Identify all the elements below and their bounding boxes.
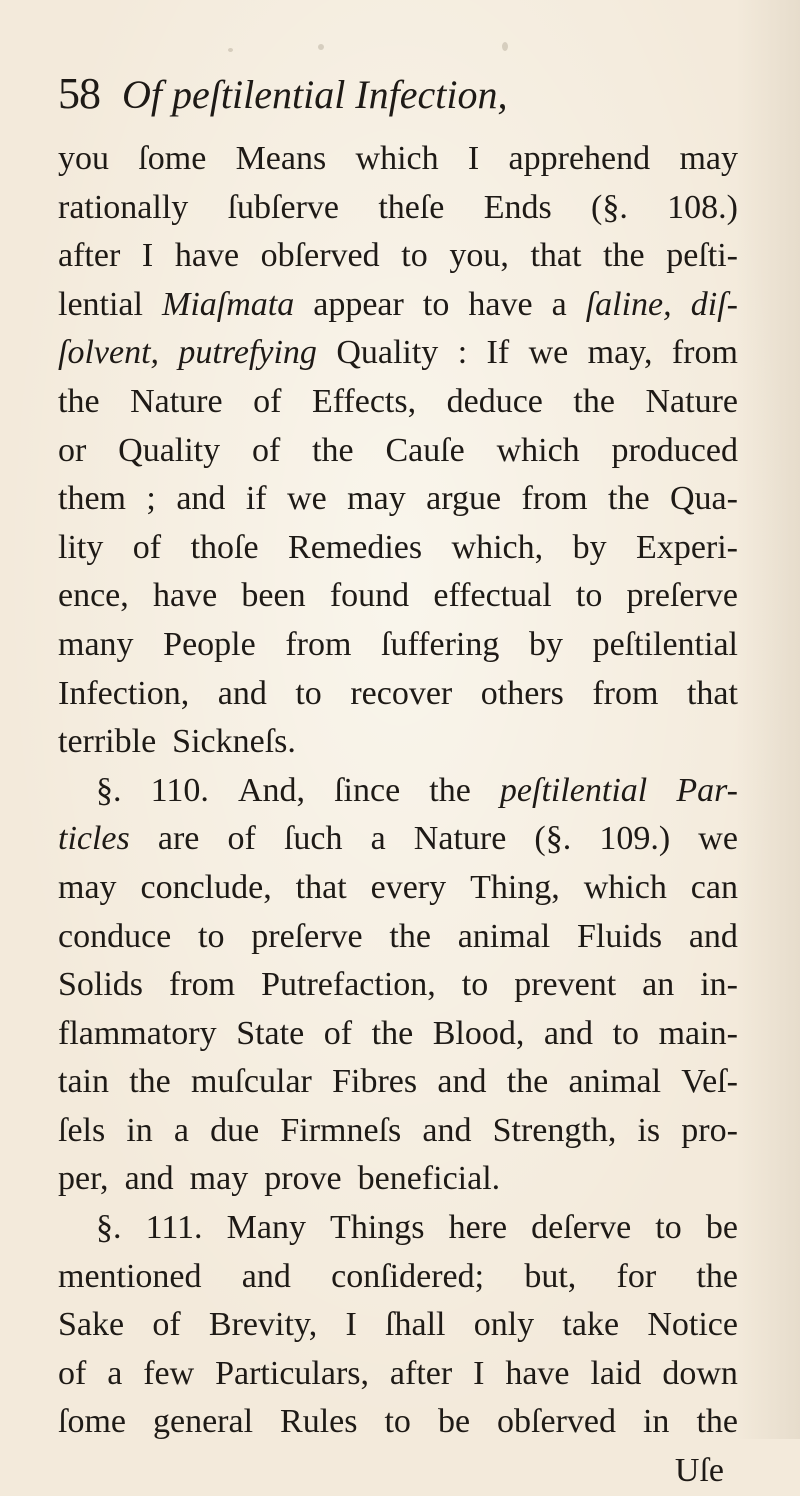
word: ſubſerve <box>227 188 340 226</box>
word: Nature <box>413 820 507 858</box>
ink-speck <box>318 44 324 50</box>
word: ; <box>146 480 156 518</box>
word: : <box>457 334 468 372</box>
text-line <box>58 329 738 378</box>
word: by <box>572 528 607 566</box>
word: from <box>285 625 352 663</box>
word: Putrefaction, <box>261 966 436 1004</box>
word: only <box>473 1306 535 1344</box>
word: ſuch <box>283 820 343 858</box>
word: 110. <box>150 771 209 809</box>
word: And, <box>237 771 305 809</box>
word: which <box>583 868 667 906</box>
word: which <box>496 431 580 469</box>
word: may <box>679 140 738 177</box>
word: that <box>295 868 347 906</box>
word: beneficial. <box>357 1160 501 1198</box>
word: the <box>371 1014 414 1052</box>
word: of <box>227 820 256 858</box>
word: Cauſe <box>385 431 465 469</box>
word: and <box>241 1257 291 1295</box>
word: from <box>169 966 236 1004</box>
word: Many <box>226 1209 306 1247</box>
word: Quality <box>118 431 221 469</box>
word: which, <box>451 528 544 566</box>
word: §. <box>96 771 122 809</box>
word: have <box>174 237 240 275</box>
word: the <box>312 431 354 469</box>
text-line <box>58 135 738 184</box>
word: rationally <box>58 188 189 226</box>
text-line <box>58 184 738 233</box>
word: which <box>355 140 439 177</box>
word: general <box>152 1403 254 1441</box>
word: a <box>370 820 386 858</box>
word: ſome <box>138 140 207 177</box>
text-line <box>58 1253 738 1302</box>
word: conſidered; <box>331 1257 485 1295</box>
text-line <box>58 572 738 621</box>
word: a <box>551 285 567 323</box>
word: may, <box>587 334 653 372</box>
word: Ends <box>483 188 552 226</box>
word: 108.) <box>667 188 738 226</box>
word: be <box>437 1403 471 1441</box>
word: 111. <box>145 1209 203 1247</box>
word: have <box>468 285 533 323</box>
text-line <box>58 767 738 816</box>
word: to <box>198 917 225 955</box>
word: Miaſmata <box>162 285 295 323</box>
text-line <box>58 1010 738 1059</box>
word: to <box>422 285 450 323</box>
word: them <box>58 480 126 518</box>
word: Notice <box>647 1306 738 1344</box>
word: peſtilential <box>499 771 648 809</box>
word: and <box>124 1160 174 1198</box>
word: Experi- <box>636 528 738 566</box>
word: Thing, <box>470 868 560 906</box>
running-head <box>58 66 758 122</box>
text-line <box>58 621 738 670</box>
text-line <box>58 1301 738 1350</box>
word: an <box>642 966 675 1004</box>
word: every <box>370 868 447 906</box>
word: have <box>505 1354 570 1392</box>
word: Infection, <box>58 674 190 712</box>
running-title: Of peſtilential Infection, <box>122 72 508 117</box>
word: after <box>58 237 121 275</box>
word: but, <box>524 1257 577 1295</box>
word: I <box>141 237 154 275</box>
word: is <box>637 1111 661 1149</box>
word: the <box>608 480 650 518</box>
word: may <box>347 480 406 518</box>
word: animal <box>457 917 551 955</box>
word: ſome <box>58 1403 126 1441</box>
word: of <box>253 382 282 420</box>
word: in <box>642 1403 670 1441</box>
word: deduce <box>446 382 543 420</box>
word: Effects, <box>311 382 417 420</box>
text-line <box>58 427 738 476</box>
ink-speck <box>502 42 508 51</box>
word: Par- <box>676 771 738 809</box>
word: and <box>217 674 267 712</box>
word: Firmneſs <box>280 1111 402 1149</box>
word: have <box>153 577 218 615</box>
word: Nature <box>645 382 738 420</box>
word: theſe <box>378 188 445 226</box>
word: many <box>58 625 134 663</box>
word: and <box>422 1111 472 1149</box>
word: if <box>245 480 267 518</box>
word: we <box>698 820 738 858</box>
word: ſels <box>58 1111 106 1149</box>
word: muſcular <box>191 1063 312 1101</box>
word: apprehend <box>508 140 651 177</box>
word: Fluids <box>577 917 663 955</box>
body-text <box>58 135 738 1496</box>
word: down <box>662 1354 738 1392</box>
word: or <box>58 431 87 469</box>
word: and <box>437 1063 487 1101</box>
word: I <box>467 140 480 177</box>
word: of <box>251 431 281 469</box>
word: ſhall <box>385 1306 446 1344</box>
word: are <box>157 820 200 858</box>
word: we <box>287 480 327 518</box>
word: the <box>696 1257 738 1295</box>
word: the <box>506 1063 549 1101</box>
word: the <box>389 917 431 955</box>
word: effectual <box>433 577 552 615</box>
word: lity <box>58 528 104 566</box>
word: a <box>107 1354 123 1392</box>
word: pro- <box>681 1111 738 1149</box>
text-line <box>58 1204 738 1253</box>
word: here <box>448 1209 508 1247</box>
word: State <box>236 1014 305 1052</box>
word: per, <box>58 1160 109 1198</box>
word: ſolvent, <box>58 334 160 372</box>
word: I <box>345 1306 357 1344</box>
word: the <box>573 382 615 420</box>
word: peſtilential <box>592 625 738 663</box>
word: may <box>189 1160 249 1198</box>
text-line <box>58 913 738 962</box>
word: Uſe <box>674 1452 724 1490</box>
word: lential <box>58 285 143 323</box>
word: conduce <box>58 917 172 955</box>
word: of <box>132 528 162 566</box>
text-line <box>58 961 738 1010</box>
word: peſti- <box>666 237 738 275</box>
word: in- <box>700 966 738 1004</box>
word: argue <box>426 480 502 518</box>
ink-speck <box>228 48 233 52</box>
word: from <box>521 480 588 518</box>
word: laid <box>590 1354 642 1392</box>
word: to <box>401 237 428 275</box>
word: few <box>143 1354 195 1392</box>
word: Solids <box>58 966 144 1004</box>
word: deſerve <box>531 1209 632 1247</box>
word: and <box>176 480 226 518</box>
text-line <box>58 815 738 864</box>
word: may <box>58 868 117 906</box>
word: tain <box>58 1063 109 1101</box>
word: of <box>152 1306 181 1344</box>
word: the <box>429 771 471 809</box>
text-line <box>58 475 738 524</box>
word: for <box>616 1257 657 1295</box>
word: ence, <box>58 577 129 615</box>
word: to <box>384 1403 411 1441</box>
word: to <box>461 966 489 1004</box>
word: take <box>562 1306 620 1344</box>
word: the <box>58 382 100 420</box>
word: Particulars, <box>215 1354 370 1392</box>
word: that <box>530 237 582 275</box>
word: (§. <box>591 188 628 226</box>
word: Strength, <box>492 1111 617 1149</box>
word: If <box>486 334 510 372</box>
word: prevent <box>514 966 617 1004</box>
word: 109.) <box>599 820 671 858</box>
word: Nature <box>130 382 223 420</box>
word: to <box>575 577 603 615</box>
word: ſuffering <box>381 625 500 663</box>
word: others <box>480 674 564 712</box>
word: Sickneſs. <box>172 723 296 761</box>
word: People <box>163 625 256 663</box>
word: ſince <box>334 771 401 809</box>
word: Brevity, <box>208 1306 318 1344</box>
word: mentioned <box>58 1257 202 1295</box>
text-line <box>58 1107 738 1156</box>
word: and <box>688 917 738 955</box>
word: diſ- <box>690 285 738 323</box>
word: obſerved <box>497 1403 616 1441</box>
word: Sake <box>58 1306 125 1344</box>
word: flammatory <box>58 1014 217 1052</box>
word: Fibres <box>332 1063 418 1101</box>
word: and <box>543 1014 594 1052</box>
text-line <box>58 670 738 719</box>
word: to <box>655 1209 682 1247</box>
text-line <box>58 232 738 281</box>
word: the <box>129 1063 171 1101</box>
word: prove <box>264 1160 342 1198</box>
word: ticles <box>58 820 130 858</box>
word: that <box>686 674 738 712</box>
word: you <box>58 140 109 177</box>
word: recover <box>350 674 453 712</box>
word: Things <box>330 1209 425 1247</box>
text-line <box>58 524 738 573</box>
word: Means <box>235 140 327 177</box>
word: appear <box>313 285 404 323</box>
word: from <box>671 334 738 372</box>
word: preſerve <box>626 577 738 615</box>
text-line <box>58 378 738 427</box>
word: Qua- <box>669 480 738 518</box>
word: of <box>58 1354 87 1392</box>
word: (§. <box>534 820 572 858</box>
word: due <box>210 1111 260 1149</box>
word: produced <box>611 431 738 469</box>
word: of <box>323 1014 353 1052</box>
text-line <box>58 1058 738 1107</box>
word: after <box>389 1354 453 1392</box>
word: by <box>528 625 563 663</box>
word: be <box>705 1209 738 1247</box>
word: Quality <box>336 334 439 372</box>
text-line <box>58 718 738 767</box>
word: we <box>528 334 569 372</box>
word: the <box>696 1403 738 1441</box>
word: been <box>241 577 306 615</box>
text-line <box>58 1398 738 1447</box>
word: in <box>126 1111 153 1149</box>
word: thoſe <box>190 528 259 566</box>
text-line <box>58 1350 738 1399</box>
word: I <box>473 1354 485 1392</box>
text-line <box>58 1155 738 1204</box>
word: from <box>592 674 659 712</box>
word: preſerve <box>251 917 363 955</box>
word: can <box>690 868 738 906</box>
word: Rules <box>280 1403 358 1441</box>
word: the <box>603 237 645 275</box>
word: main- <box>658 1014 738 1052</box>
word: §. <box>96 1209 122 1247</box>
word: to <box>295 674 322 712</box>
word: obſerved <box>260 237 380 275</box>
word: Remedies <box>288 528 423 566</box>
page-number: 58 <box>58 69 100 118</box>
word: terrible <box>58 723 157 761</box>
text-line <box>58 864 738 913</box>
word: you, <box>449 237 509 275</box>
word: to <box>612 1014 640 1052</box>
word: a <box>173 1111 190 1149</box>
word: conclude, <box>140 868 272 906</box>
text-line <box>58 281 738 330</box>
word: animal <box>568 1063 662 1101</box>
text-line <box>58 1447 738 1496</box>
word: ſaline, <box>585 285 672 323</box>
word: Veſ- <box>681 1063 738 1101</box>
word: found <box>329 577 410 615</box>
word: Blood, <box>432 1014 525 1052</box>
word: putrefying <box>178 334 317 372</box>
